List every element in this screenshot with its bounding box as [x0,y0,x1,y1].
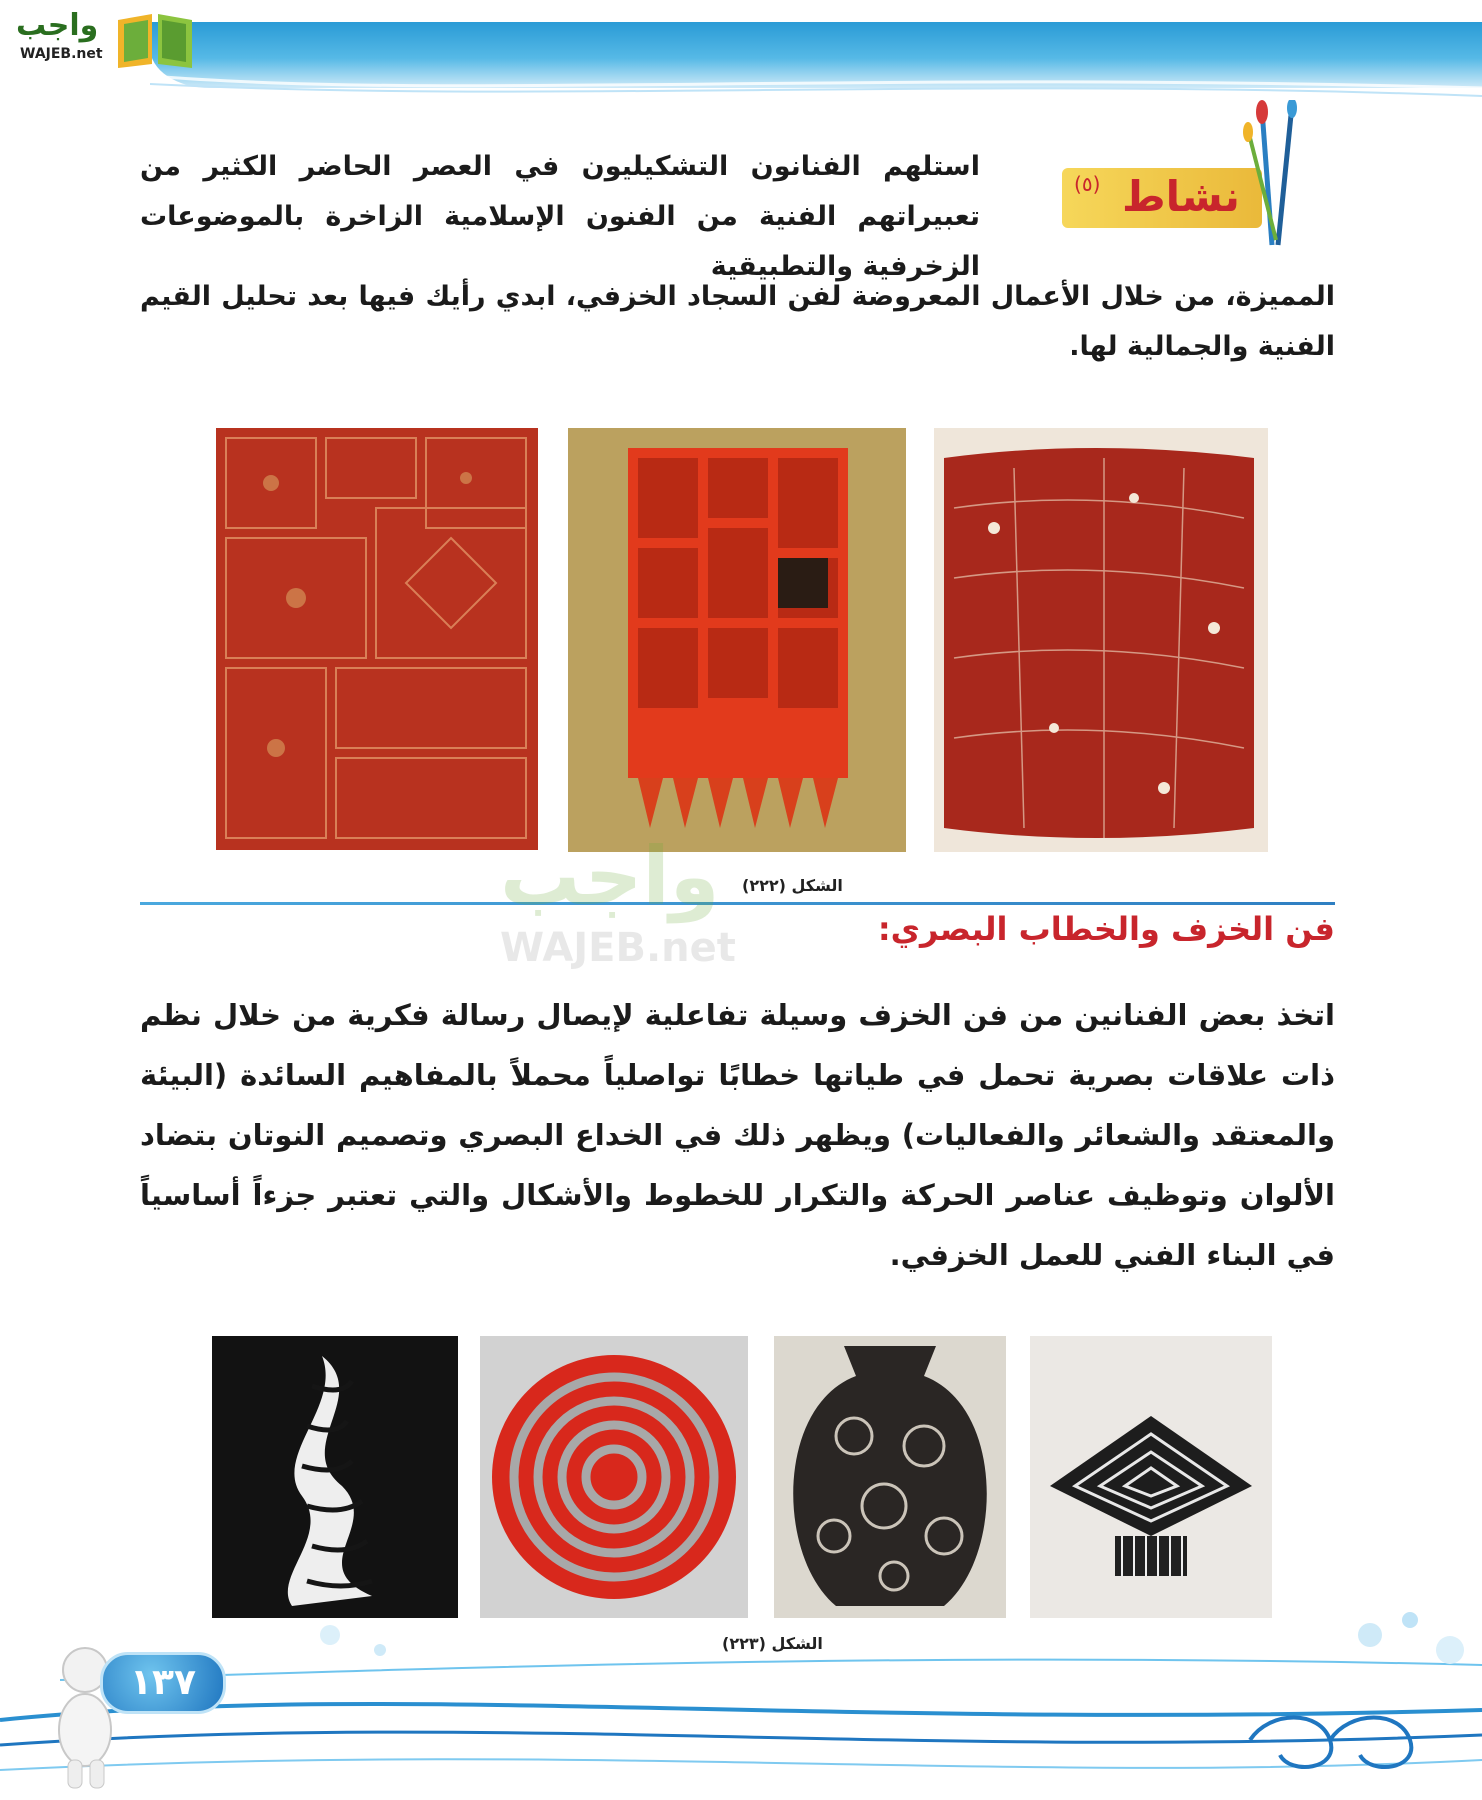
carpet-photo-right [934,428,1268,852]
ceramic-photo-zebra-sculpture [212,1336,458,1618]
carpet-photo-center [568,428,906,852]
intro-paragraph-line2: المميزة، من خلال الأعمال المعروضة لفن السجاد الخزفي، ابدي رأيك فيها بعد تحليل القيم الفنية والجمالية لها. [140,281,1335,362]
paintbrushes-icon [1242,100,1312,250]
zebra-sculpture-shape [212,1336,458,1618]
ceramic-photo-square-bowl [1030,1336,1272,1618]
wajeb-logo[interactable] [10,6,190,66]
activity-badge [1062,160,1294,232]
carpet-pattern-center [568,428,906,852]
wajeb-watermark [500,830,1000,990]
vase-shape [774,1336,1006,1618]
red-plate-shape [480,1336,748,1618]
watermark-word: واجب [500,830,720,923]
activity-label: نشاط [1122,172,1240,221]
book-icon [114,10,196,68]
logo-word: واجب [16,8,99,43]
ceramic-photo-red-plate [480,1336,748,1618]
carpet-pattern-right [934,428,1268,852]
section-heading: فن الخزف والخطاب البصري: [877,910,1335,948]
figure-223-caption: الشكل (٢٢٣) [722,1634,823,1653]
watermark-subtitle: WAJEB.net [500,925,736,971]
carpet-pattern-left [216,428,538,850]
footer-wave-decoration [0,1610,1482,1800]
ceramic-photo-vase [774,1336,1006,1618]
section-body: اتخذ بعض الفنانين من فن الخزف وسيلة تفاعلية لإيصال رسالة فكرية من خلال نظم ذات علاقات بصرية تحمل في طياتها خطابًا تواصلياً محملاً بالمفاهيم السائدة (البيئة والمعتقد والشعائر والفعاليات) ويظهر ذلك في الخداع البصري وتصميم النوتان بتضاد الألوان وتوظيف عناصر الحركة والتكرار للخطوط والأشكال والتي تعتبر جزءاً أساسياً في البناء الفني للعمل الخزفي. [140,998,1335,1272]
logo-subtitle: WAJEB.net [20,46,103,62]
carpet-photo-left [216,428,538,850]
figure-222-caption: الشكل (٢٢٢) [742,876,843,895]
activity-number: (٥) [1074,172,1101,196]
square-bowl-shape [1030,1336,1272,1618]
page-number-badge: ١٣٧ [100,1652,226,1714]
banner-wave-decoration [150,70,1482,100]
intro-paragraph-line1: استلهم الفنانون التشكيليون في العصر الحاضر الكثير من تعبيراتهم الفنية من الفنون الإسلامية الزاخرة بالموضوعات الزخرفية والتطبيقية [140,151,980,282]
